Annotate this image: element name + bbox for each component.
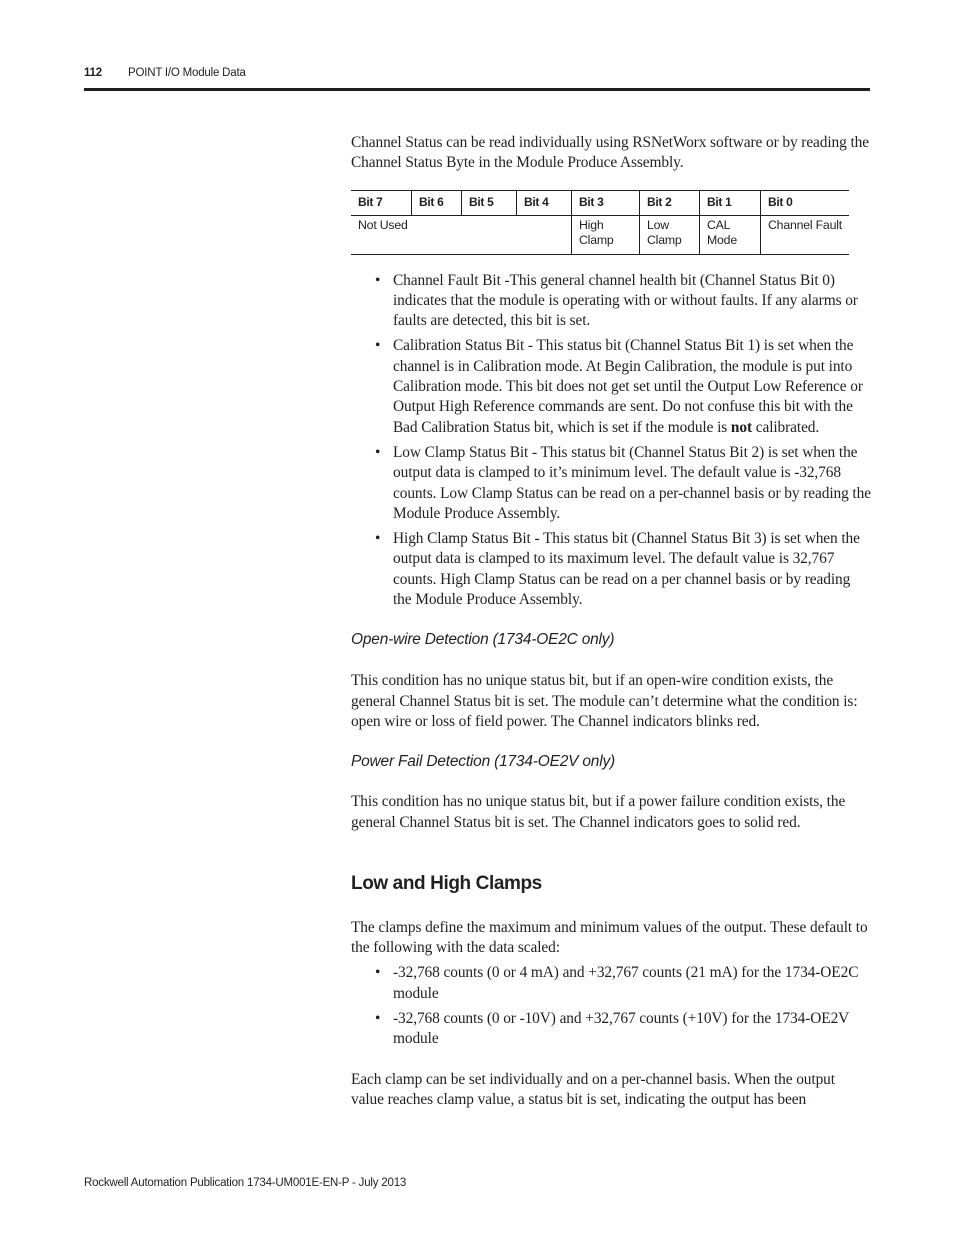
table-header-row bbox=[351, 190, 849, 215]
list-item-text: -32,768 counts (0 or -10V) and +32,767 counts (+10V) for the 1734-OE2V module bbox=[393, 1010, 849, 1048]
power-fail-text: This condition has no unique status bit, but if a power failure condition exists, the general Channel Status bit is set. The Channel indicators goes to solid red. bbox=[351, 793, 846, 831]
table-header-cell: Bit 6 bbox=[412, 190, 462, 215]
bullet-icon: • bbox=[375, 964, 381, 982]
list-item-text: calibrated. bbox=[751, 418, 820, 436]
channel-status-table bbox=[351, 190, 849, 255]
list-item bbox=[351, 1009, 871, 1050]
bullet-icon: • bbox=[375, 443, 381, 461]
list-item-text: Calibration Status Bit - This status bit (Channel Status Bit 1) is set when the channel is in Calibration mode. At Begin Calibration, the module is put into Calibration mode. This bit does not get set until the Output Low Reference or Output High Reference commands are sent. Do not confuse this bit with the Bad Calibration Status bit, which is set if the module is bbox=[393, 337, 863, 436]
table-cell: CAL Mode bbox=[700, 215, 761, 254]
main-content bbox=[351, 133, 871, 1110]
clamps-intro: The clamps define the maximum and minimum values of the output. These default to the following with the data scaled: bbox=[351, 918, 868, 957]
clamps-closing-text: Each clamp can be set individually and on a per-channel basis. When the output value reaches clamp value, a status bit is set, indicating the output has been bbox=[351, 1070, 835, 1108]
table-header-cell: Bit 7 bbox=[351, 190, 412, 215]
table-cell: High Clamp bbox=[572, 215, 640, 254]
channel-status-intro: Channel Status can be read individually using RSNetWorx software or by reading the Channel Status Byte in the Module Produce Assembly. bbox=[351, 134, 869, 172]
emphasis-text: not bbox=[730, 418, 752, 436]
open-wire-heading: Open-wire Detection (1734-OE2C only) bbox=[351, 631, 615, 649]
list-item bbox=[351, 529, 871, 610]
table-header-cell: Bit 0 bbox=[761, 190, 850, 215]
page-number: 112 bbox=[84, 67, 102, 79]
list-item bbox=[351, 336, 871, 437]
open-wire-text: This condition has no unique status bit, but if an open-wire condition exists, the general Channel Status bit is set. The module can’t determine what the condition is: open wire or loss of field power. The Channel indicators blinks red. bbox=[351, 672, 858, 730]
list-item bbox=[351, 963, 871, 1004]
running-section-title: POINT I/O Module Data bbox=[128, 67, 246, 79]
bullet-icon: • bbox=[375, 1010, 381, 1028]
power-fail-heading: Power Fail Detection (1734-OE2V only) bbox=[351, 753, 615, 771]
table-header-cell: Bit 5 bbox=[462, 190, 517, 215]
table-cell: Low Clamp bbox=[640, 215, 700, 254]
bullet-icon: • bbox=[375, 337, 381, 355]
page-footer: Rockwell Automation Publication 1734-UM001E-EN-P - July 2013 bbox=[84, 1177, 407, 1189]
bullet-icon: • bbox=[375, 271, 381, 289]
bullet-icon: • bbox=[375, 530, 381, 548]
list-item bbox=[351, 443, 871, 524]
table-header-cell: Bit 1 bbox=[700, 190, 761, 215]
table-header-cell: Bit 4 bbox=[517, 190, 572, 215]
clamp-default-list bbox=[351, 963, 871, 1049]
list-item bbox=[351, 271, 871, 332]
table-header-cell: Bit 2 bbox=[640, 190, 700, 215]
table-header-cell: Bit 3 bbox=[572, 190, 640, 215]
table-row bbox=[351, 215, 849, 254]
list-item-text: Low Clamp Status Bit - This status bit (Channel Status Bit 2) is set when the output data is clamped to it’s minimum level. The default value is -32,768 counts. Low Clamp Status can be read on a per-channel basis or by reading the Module Produce Assembly. bbox=[393, 443, 871, 522]
header-rule bbox=[84, 88, 870, 91]
table-cell: Channel Fault bbox=[761, 215, 850, 254]
list-item-text: High Clamp Status Bit - This status bit (Channel Status Bit 3) is set when the output data is clamped to its maximum level. The default value is 32,767 counts. High Clamp Status can be read on a per channel basis or by reading the Module Produce Assembly. bbox=[393, 530, 860, 609]
table-cell: Not Used bbox=[351, 215, 572, 254]
page-header bbox=[84, 66, 870, 92]
list-item-text: -32,768 counts (0 or 4 mA) and +32,767 counts (21 mA) for the 1734-OE2C module bbox=[393, 964, 859, 1002]
list-item-text: Channel Fault Bit -This general channel health bit (Channel Status Bit 0) indicates that the module is operating with or without faults. If any alarms or faults are detected, this bit is set. bbox=[393, 271, 858, 330]
clamps-heading: Low and High Clamps bbox=[351, 872, 542, 894]
status-bit-list bbox=[351, 271, 871, 611]
